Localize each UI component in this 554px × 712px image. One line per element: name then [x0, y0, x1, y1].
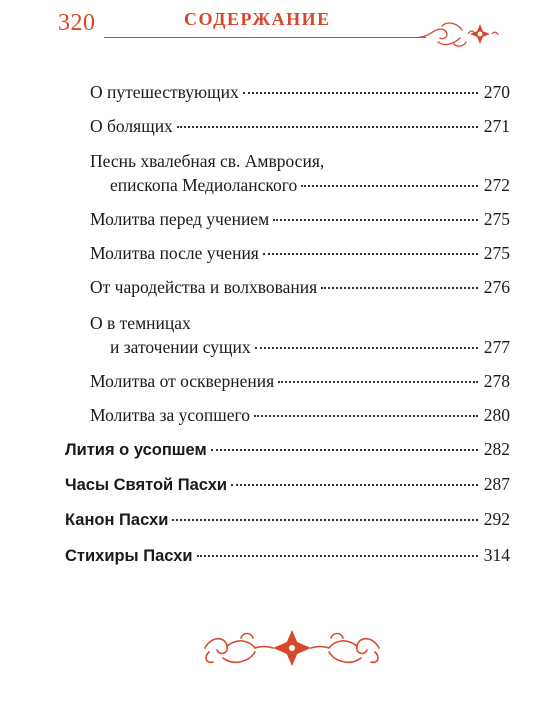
toc-entry-page: 271	[483, 116, 510, 136]
toc-entry-page: 275	[483, 243, 510, 263]
toc-entry-title-line1: Песнь хвалебная св. Амвросия,	[90, 151, 325, 171]
dot-leader	[197, 555, 478, 557]
dot-leader	[278, 381, 478, 383]
toc-entry-title: Стихиры Пасхи	[65, 547, 193, 565]
toc-entry-title: Молитва перед учением	[90, 209, 270, 229]
toc-entry	[90, 242, 510, 264]
dot-leader	[172, 519, 477, 521]
dot-leader	[255, 347, 478, 349]
toc-entry-title: и заточении сущих	[110, 337, 251, 357]
toc-entry	[110, 336, 510, 358]
toc-entry-page: 272	[483, 175, 510, 195]
toc-entry-page: 278	[483, 371, 510, 391]
toc-entry-main	[65, 544, 510, 567]
toc-entry	[90, 404, 510, 426]
toc-entry	[90, 370, 510, 392]
toc-entry	[90, 81, 510, 103]
dot-leader	[321, 287, 478, 289]
page-header	[0, 0, 554, 50]
toc-entry-title: Лития о усопшем	[65, 441, 207, 459]
toc-entry-main	[65, 508, 510, 531]
toc-entry-title: Канон Пасхи	[65, 511, 169, 529]
toc-entry-title-line1: О в темницах	[90, 313, 191, 333]
dot-leader	[243, 92, 478, 94]
floral-ornament-icon	[197, 626, 387, 670]
dot-leader	[254, 415, 478, 417]
toc-entry-page: 280	[483, 405, 510, 425]
toc-entry-title: Молитва от осквернения	[90, 371, 275, 391]
toc-entry-title: О болящих	[90, 116, 173, 136]
section-title: СОДЕРЖАНИЕ	[184, 9, 331, 29]
toc-entry-main	[65, 438, 510, 461]
toc-entry-page: 270	[483, 82, 510, 102]
toc-entry-title: Молитва за усопшего	[90, 405, 250, 425]
toc-entry-page: 292	[483, 509, 510, 529]
toc-entry	[90, 276, 510, 298]
toc-entry-page: 277	[483, 337, 510, 357]
dot-leader	[231, 484, 478, 486]
toc-entry-title: От чародейства и волхвования	[90, 277, 318, 297]
toc-entry	[90, 208, 510, 230]
toc-entry	[110, 174, 510, 196]
dot-leader	[177, 126, 478, 128]
toc-entry-page: 282	[483, 439, 510, 459]
toc-entry-title: Молитва после учения	[90, 243, 259, 263]
toc-entry-page: 287	[483, 474, 510, 494]
dot-leader	[211, 449, 478, 451]
toc-entry-main	[65, 473, 510, 496]
toc-entry-title: О путешествующих	[90, 82, 239, 102]
header-rule	[104, 37, 426, 38]
floral-ornament-icon	[418, 14, 500, 50]
toc-entry-title: Часы Святой Пасхи	[65, 476, 228, 494]
toc-entry-page: 314	[483, 545, 510, 565]
toc-entry-title: епископа Медиоланского	[110, 175, 298, 195]
toc-entry-page: 276	[483, 277, 510, 297]
dot-leader	[273, 219, 478, 221]
toc-entry-page: 275	[483, 209, 510, 229]
dot-leader	[263, 253, 478, 255]
toc-entry	[90, 115, 510, 137]
dot-leader	[301, 185, 477, 187]
page-number: 320	[58, 10, 96, 36]
